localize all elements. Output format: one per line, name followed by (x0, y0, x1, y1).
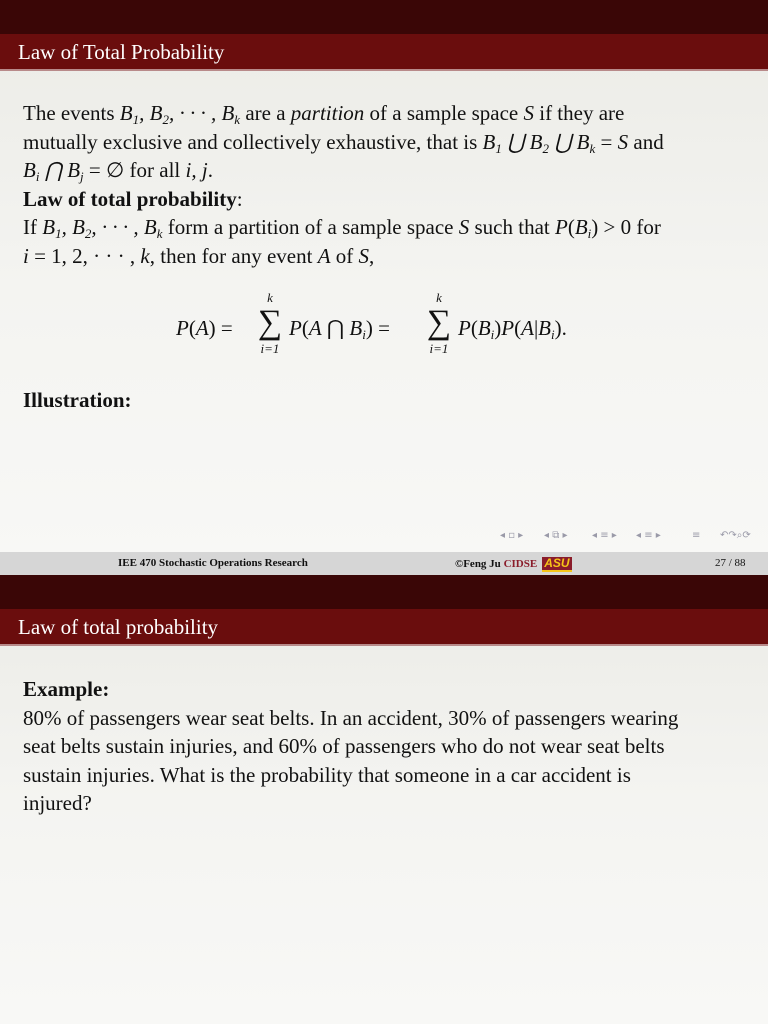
beamer-navigation (500, 530, 762, 546)
subsubsection-nav-icon[interactable]: ◂ ≡ ▸ (636, 530, 661, 541)
slide-footer (0, 552, 768, 575)
partition-term: partition (290, 101, 365, 125)
undo-search-icon[interactable]: ↶↷⌕⟳ (720, 530, 751, 541)
paragraph-line-1: The events $B_1$, $B_2$, · · · , $B_k$ are a partition of a sample space S if they are (23, 101, 625, 127)
example-line-4: injured? (23, 791, 92, 815)
law-heading: Law of total probability (23, 186, 237, 211)
example-block (23, 675, 744, 818)
header-band (0, 575, 768, 609)
subsection-nav-icon[interactable]: ◂ ⧉ ▸ (544, 530, 568, 541)
title-band (0, 609, 768, 646)
slide-example (0, 575, 768, 1024)
example-line-3: sustain injuries. What is the probability that someone in a car accident is (23, 762, 631, 787)
illustration-label: Illustration: (23, 388, 132, 412)
paragraph-line-3: $B_i$ ⋂ $B_j$ = ∅ for all i, j. (23, 158, 213, 184)
sum-symbol-1: k ∑ i=1 (257, 290, 283, 356)
example-heading: Example: (23, 677, 110, 701)
sum-symbol-2: k ∑ i=1 (426, 290, 452, 356)
total-probability-formula: P(A) = k ∑ i=1 P(A ⋂ $B_i$) = k ∑ i=1 $P(B_i)P(A|B_i)$. (176, 290, 567, 356)
paragraph-line-2: mutually exclusive and collectively exhaustive, that is $B_1$ ⋃ $B_2$ ⋃ $B_k = S$ and (23, 129, 664, 156)
cidse-label: CIDSE (503, 558, 538, 570)
example-line-1: 80% of passengers wear seat belts. In an accident, 30% of passengers wearing (23, 705, 679, 730)
frame-title: Law of Total Probability (18, 40, 225, 64)
toc-icon[interactable]: ≡ (692, 530, 701, 541)
page-number: 27 / 88 (715, 557, 746, 569)
prev-frame-icon[interactable]: ◂ ▫ ▸ (500, 530, 524, 541)
header-band (0, 0, 768, 34)
partition-paragraph (23, 99, 744, 270)
if-line-2: i = 1, 2, · · · , k, then for any event A of S, (23, 243, 375, 268)
law-heading-line: Law of total probability: (23, 186, 243, 211)
section-nav-icon[interactable]: ◂ ≡ ▸ (592, 530, 617, 541)
course-name: IEE 470 Stochastic Operations Research (118, 557, 308, 569)
frame-title: Law of total probability (18, 615, 219, 639)
author-credit: ©Feng Ju CIDSE ASU (455, 556, 570, 570)
if-line-1: If $B_1$, $B_2$, · · · , $B_k$ form a partition of a sample space S such that $P(B_i) > 0$ for (23, 215, 661, 241)
asu-logo: ASU (544, 556, 570, 570)
example-line-2: seat belts sustain injuries, and 60% of passengers who do not wear seat belts (23, 734, 665, 758)
title-band (0, 34, 768, 71)
